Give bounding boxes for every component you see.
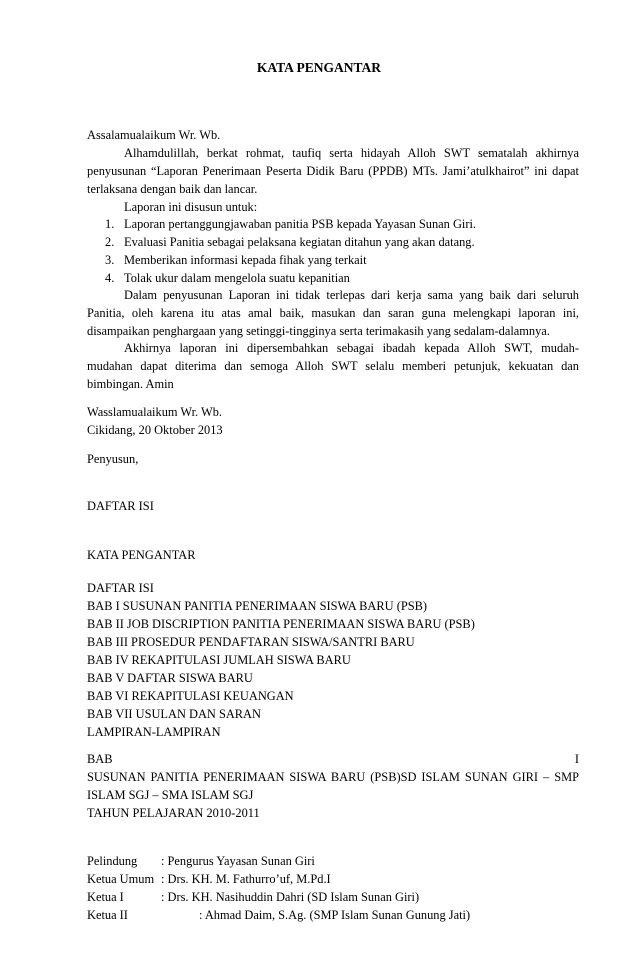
para1-line-3: terlaksana dengan baik dan lancar. [87, 182, 258, 196]
bab-number: I [574, 752, 579, 766]
purpose-item-4 [105, 270, 579, 286]
toc-item: BAB IV REKAPITULASI JUMLAH SISWA BARU [87, 653, 351, 667]
para1-line-1: Alhamdulillah, berkat rohmat, taufiq serta hidayah Alloh SWT sematalah akhirnya [124, 146, 579, 160]
bab1-label [87, 751, 579, 767]
purpose-text: Memberikan informasi kepada fihak yang terkait [124, 253, 367, 267]
toc-item: BAB III PROSEDUR PENDAFTARAN SISWA/SANTRI BARU [87, 635, 415, 649]
page-title: KATA PENGANTAR [256, 60, 382, 75]
bab1-heading-line-2: ISLAM SGJ – SMA ISLAM SGJ [87, 788, 254, 802]
committee-value: : Pengurus Yayasan Sunan Giri [161, 854, 315, 868]
bab1-heading-line-3: TAHUN PELAJARAN 2010-2011 [87, 806, 260, 820]
greeting: Assalamualaikum Wr. Wb. [87, 128, 221, 142]
toc-item: BAB VII USULAN DAN SARAN [87, 707, 261, 721]
purpose-item-3 [105, 252, 579, 268]
purpose-number: 3. [105, 253, 115, 267]
closing-greeting: Wasslamualaikum Wr. Wb. [87, 405, 223, 419]
committee-role: Ketua Umum [87, 872, 155, 886]
committee-row [87, 871, 579, 887]
toc-item: BAB V DAFTAR SISWA BARU [87, 671, 253, 685]
para4-line-2: mudahan dapat diterima dan semoga Alloh SWT selalu memberi petunjuk, kekuatan dan [87, 359, 579, 373]
committee-row [87, 907, 579, 923]
para4-line-1: Akhirnya laporan ini dipersembahkan sebagai ibadah kepada Alloh SWT, mudah- [124, 341, 579, 355]
para3-line-2: Panitia, oleh karena itu atas amal baik, masukan dan saran guna melengkapi laporan ini, [87, 306, 579, 320]
place-date: Cikidang, 20 Oktober 2013 [87, 423, 223, 437]
committee-role: Ketua I [87, 890, 124, 904]
para3-line-3: disampaikan penghargaan yang setinggi-tingginya serta terimakasih yang sedalam-dalamnya. [87, 324, 550, 338]
toc-item: LAMPIRAN-LAMPIRAN [87, 725, 221, 739]
purpose-number: 1. [105, 217, 115, 231]
committee-role: Pelindung [87, 854, 138, 868]
committee-row [87, 889, 579, 905]
para1-line-2: penyusunan “Laporan Penerimaan Peserta Didik Baru (PPDB) MTs. Jami’atulkhairot” ini dapat [87, 164, 579, 178]
committee-value: : Drs. KH. Nasihuddin Dahri (SD Islam Sunan Giri) [161, 890, 420, 904]
purpose-text: Tolak ukur dalam mengelola suatu kepanitian [124, 271, 350, 285]
committee-value: : Ahmad Daim, S.Ag. (SMP Islam Sunan Gunung Jati) [199, 908, 471, 922]
committee-role: Ketua II [87, 908, 128, 922]
para2-intro: Laporan ini disusun untuk: [124, 200, 258, 214]
para3-line-1: Dalam penyusunan Laporan ini tidak terlepas dari kerja sama yang baik dari seluruh [124, 288, 579, 302]
toc-item: BAB I SUSUNAN PANITIA PENERIMAAN SISWA BARU (PSB) [87, 599, 427, 613]
signer: Penyusun, [87, 452, 139, 466]
purpose-item-1 [105, 216, 579, 232]
purpose-number: 2. [105, 235, 115, 249]
toc-heading: DAFTAR ISI [87, 499, 154, 513]
committee-value: : Drs. KH. M. Fathurro’uf, M.Pd.I [161, 872, 331, 886]
purpose-number: 4. [105, 271, 115, 285]
purpose-text: Laporan pertanggungjawaban panitia PSB kepada Yayasan Sunan Giri. [124, 217, 477, 231]
bab1-heading-line-1: SUSUNAN PANITIA PENERIMAAN SISWA BARU (PSB)SD ISLAM SUNAN GIRI – SMP [87, 770, 579, 784]
para4-line-3: bimbingan. Amin [87, 377, 174, 391]
committee-row [87, 853, 579, 869]
toc-item: BAB VI REKAPITULASI KEUANGAN [87, 689, 294, 703]
bab-word: BAB [87, 752, 113, 766]
toc-item: BAB II JOB DISCRIPTION PANITIA PENERIMAAN SISWA BARU (PSB) [87, 617, 475, 631]
purpose-text: Evaluasi Panitia sebagai pelaksana kegiatan ditahun yang akan datang. [124, 235, 475, 249]
purpose-item-2 [105, 234, 579, 250]
toc-item: DAFTAR ISI [87, 581, 154, 595]
toc-item: KATA PENGANTAR [87, 548, 196, 562]
